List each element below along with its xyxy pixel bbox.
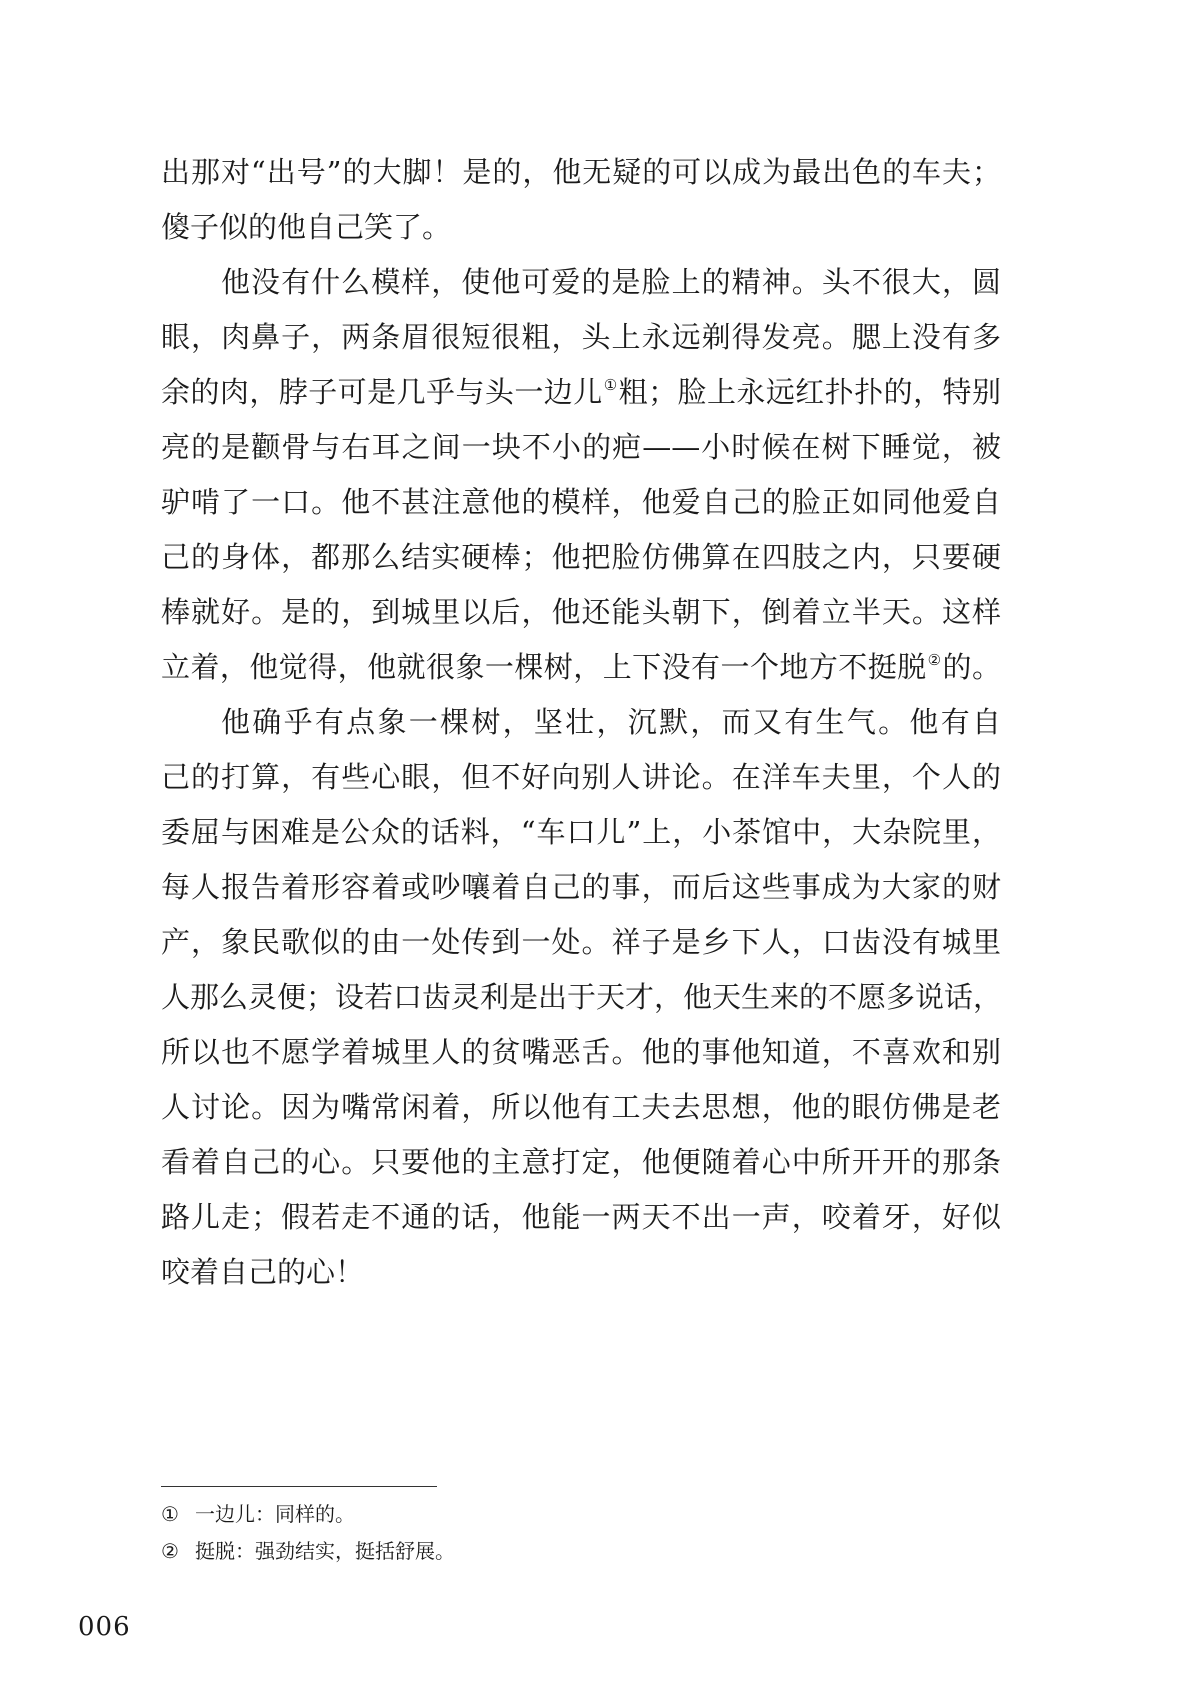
text-line: 人讨论。因为嘴常闲着，所以他有工夫去思想，他的眼仿佛是老 (161, 1090, 1001, 1124)
text-line: 傻子似的他自己笑了。 (161, 210, 452, 244)
text-line-with-note-1 (161, 372, 1001, 412)
text-segment: 立着，他觉得，他就很象一棵树，上下没有一个地方不挺脱 (161, 650, 927, 684)
text-segment: 粗；脸上永远红扑扑的，特别 (618, 375, 1001, 409)
page-number: 006 (78, 1612, 131, 1642)
footnote-text: 挺脱：强劲结实，挺括舒展。 (195, 1539, 455, 1563)
footnote-divider (161, 1486, 437, 1487)
text-line: 亮的是颧骨与右耳之间一块不小的疤——小时候在树下睡觉，被 (161, 430, 1001, 464)
text-line: 所以也不愿学着城里人的贫嘴恶舌。他的事他知道，不喜欢和别 (161, 1035, 1001, 1069)
footnote-mark: ① (161, 1502, 179, 1526)
text-line: 己的打算，有些心眼，但不好向别人讲论。在洋车夫里，个人的 (161, 760, 1001, 794)
footnote-1 (161, 1500, 861, 1528)
text-line: 委屈与困难是公众的话料，“车口儿”上，小茶馆中，大杂院里， (161, 815, 1001, 849)
text-line: 看着自己的心。只要他的主意打定，他便随着心中所开开的那条 (161, 1145, 1001, 1179)
text-line: 出那对“出号”的大脚！是的，他无疑的可以成为最出色的车夫； (161, 155, 1001, 189)
text-line: 路儿走；假若走不通的话，他能一两天不出一声，咬着牙，好似 (161, 1200, 1001, 1234)
text-line: 己的身体，都那么结实硬棒；他把脸仿佛算在四肢之内，只要硬 (161, 540, 1001, 574)
text-segment: 的。 (942, 650, 1001, 684)
text-line: 每人报告着形容着或吵嚷着自己的事，而后这些事成为大家的财 (161, 870, 1001, 904)
text-line: 驴啃了一口。他不甚注意他的模样，他爱自己的脸正如同他爱自 (161, 485, 1001, 519)
text-line: 棒就好。是的，到城里以后，他还能头朝下，倒着立半天。这样 (161, 595, 1001, 629)
footnote-mark: ② (161, 1539, 179, 1563)
text-line: 产，象民歌似的由一处传到一处。祥子是乡下人，口齿没有城里 (161, 925, 1001, 959)
footnote-2 (161, 1537, 861, 1565)
paragraph-start-line: 他没有什么模样，使他可爱的是脸上的精神。头不很大，圆 (221, 265, 1001, 299)
text-line-with-note-2 (161, 647, 1001, 687)
footnote-ref-1: ① (603, 376, 618, 394)
text-line: 人那么灵便；设若口齿灵利是出于天才，他天生来的不愿多说话， (161, 980, 1003, 1014)
text-line: 咬着自己的心！ (161, 1255, 365, 1289)
text-segment: 余的肉，脖子可是几乎与头一边儿 (161, 375, 603, 409)
text-line: 眼，肉鼻子，两条眉很短很粗，头上永远剃得发亮。腮上没有多 (161, 320, 1001, 354)
footnote-ref-2: ② (927, 651, 942, 669)
footnote-text: 一边儿：同样的。 (195, 1502, 355, 1526)
paragraph-start-line: 他确乎有点象一棵树，坚壮，沉默，而又有生气。他有自 (221, 705, 1001, 739)
